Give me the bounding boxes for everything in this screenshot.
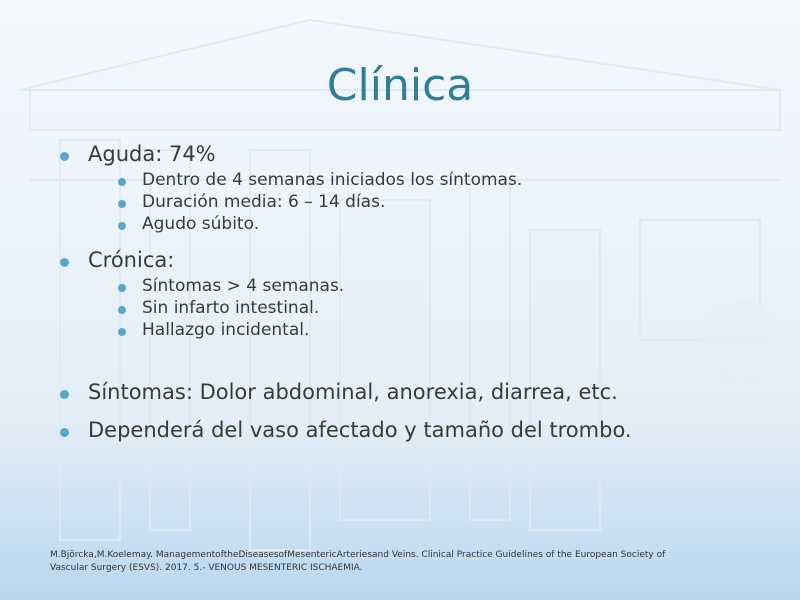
sub-bullet-text: Agudo súbito. [142, 214, 260, 234]
bullet-list [58, 142, 788, 442]
bullet-icon [60, 390, 69, 399]
bullet-icon [118, 200, 126, 208]
bullet-icon [118, 306, 126, 314]
bullet-text: Crónica: [88, 248, 175, 272]
sub-bullet-text: Dentro de 4 semanas iniciados los síntomas. [142, 170, 523, 190]
sub-bullet [58, 276, 788, 296]
bullet-text: Dependerá del vaso afectado y tamaño del trombo. [88, 418, 632, 442]
reference-line: M.Björcka,M.Koelemay. ManagementoftheDiseasesofMesentericArteriesand Veins. Clinical Practice Guidelines of the European Society of [50, 550, 666, 560]
slide-title: Clínica [326, 60, 474, 111]
sub-bullet [58, 320, 788, 340]
sub-bullet [58, 170, 788, 190]
sub-bullet-text: Síntomas > 4 semanas. [142, 276, 345, 296]
sub-bullet [58, 192, 788, 212]
sub-bullet-text: Duración media: 6 – 14 días. [142, 192, 386, 212]
bullet-cronica [58, 248, 788, 272]
bullet-icon [118, 222, 126, 230]
bullet-icon [60, 258, 69, 267]
sub-bullet-text: Sin infarto intestinal. [142, 298, 320, 318]
bullet-icon [60, 152, 69, 161]
reference-citation [50, 549, 780, 575]
bullet-icon [60, 428, 69, 437]
bullet-aguda [58, 142, 788, 166]
bullet-sintomas [58, 380, 788, 404]
bullet-text: Aguda: 74% [88, 142, 216, 166]
bullet-dependera [58, 418, 788, 442]
reference-line: Vascular Surgery (ESVS). 2017. 5.- VENOUS MESENTERIC ISCHAEMIA. [50, 563, 363, 573]
bullet-text: Síntomas: Dolor abdominal, anorexia, diarrea, etc. [88, 380, 618, 404]
sub-bullet [58, 214, 788, 234]
bullet-icon [118, 178, 126, 186]
sub-bullet [58, 298, 788, 318]
sub-bullet-text: Hallazgo incidental. [142, 320, 310, 340]
bullet-icon [118, 328, 126, 336]
bullet-icon [118, 284, 126, 292]
